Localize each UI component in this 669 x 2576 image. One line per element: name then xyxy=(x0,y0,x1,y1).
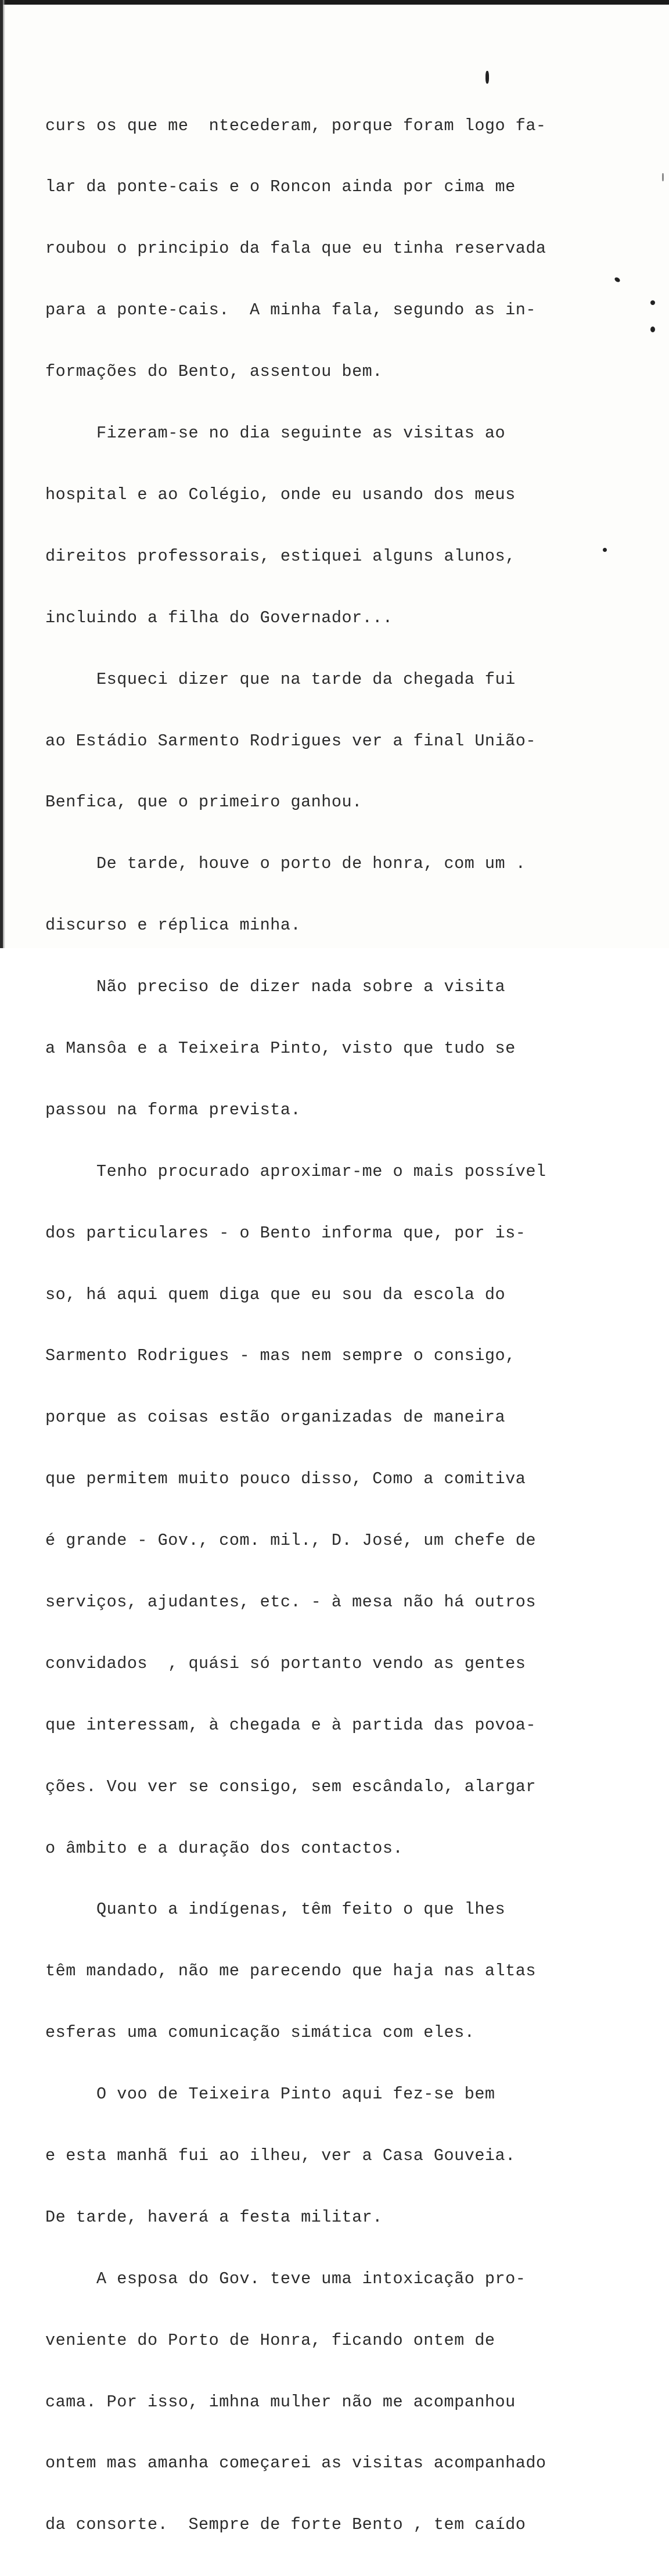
typescript-body xyxy=(45,74,626,2576)
text-line: ções. Vou ver se consigo, sem escândalo, alargar xyxy=(45,1777,536,1796)
text-line: incluindo a filha do Governador... xyxy=(45,608,393,627)
text-line: Quanto a indígenas, têm feito o que lhes xyxy=(45,1900,506,1920)
text-line: que interessam, à chegada e à partida das povoa- xyxy=(45,1715,536,1735)
text-line: A esposa do Gov. teve uma intoxicação pro- xyxy=(45,2269,526,2288)
text-line: lar da ponte-cais e o Roncon ainda por cima me xyxy=(45,177,516,197)
text-line: e esta manhã fui ao ilheu, ver a Casa Gouveia. xyxy=(45,2146,516,2165)
text-line: ao Estádio Sarmento Rodrigues ver a final União- xyxy=(45,731,536,751)
text-line: passou na forma prevista. xyxy=(45,1100,301,1120)
text-line: so, há aqui quem diga que eu sou da escola do xyxy=(45,1285,506,1304)
text-line: Esqueci dizer que na tarde da chegada fui xyxy=(45,669,516,689)
text-line: o âmbito e a duração dos contactos. xyxy=(45,1838,404,1858)
text-line: da consorte. Sempre de forte Bento , tem caído xyxy=(45,2515,526,2535)
text-line: convidados , quási só portanto vendo as gentes xyxy=(45,1653,526,1673)
text-line: porque as coisas estão organizadas de maneira xyxy=(45,1408,506,1427)
text-line: dos particulares - o Bento informa que, por is- xyxy=(45,1223,526,1243)
text-line: formações do Bento, assentou bem. xyxy=(45,362,383,382)
text-line: Não preciso de dizer nada sobre a visita xyxy=(45,977,506,997)
text-line: é grande - Gov., com. mil., D. José, um chefe de xyxy=(45,1531,536,1551)
ink-speck xyxy=(603,548,607,552)
text-line: Tenho procurado aproximar-me o mais possível xyxy=(45,1161,546,1181)
text-line: De tarde, houve o porto de honra, com um . xyxy=(45,854,526,874)
text-line: Benfica, que o primeiro ganhou. xyxy=(45,792,362,812)
text-line: O voo de Teixeira Pinto aqui fez-se bem xyxy=(45,2085,495,2104)
text-line: veniente do Porto de Honra, ficando ontem de xyxy=(45,2330,495,2350)
text-line: Fizeram-se no dia seguinte as visitas ao xyxy=(45,424,506,443)
text-line: roubou o principio da fala que eu tinha reservada xyxy=(45,239,546,259)
text-line: De tarde, haverá a festa militar. xyxy=(45,2207,383,2227)
text-line: discurso e réplica minha. xyxy=(45,916,301,935)
text-line: curs os que me ntecederam, porque foram logo fa- xyxy=(45,116,546,135)
text-line: que permitem muito pouco disso, Como a comitiva xyxy=(45,1469,526,1489)
text-line: serviços, ajudantes, etc. - à mesa não há outros xyxy=(45,1592,536,1612)
text-line: a Mansôa e a Teixeira Pinto, visto que tudo se xyxy=(45,1038,516,1058)
scan-left-shadow xyxy=(3,0,5,948)
text-line: hospital e ao Colégio, onde eu usando dos meus xyxy=(45,485,516,504)
text-line: para a ponte-cais. A minha fala, segundo as in- xyxy=(45,300,536,320)
text-line: Sarmento Rodrigues - mas nem sempre o consigo, xyxy=(45,1346,516,1366)
text-line: direitos professorais, estiquei alguns alunos, xyxy=(45,546,516,566)
ink-speck xyxy=(662,173,664,181)
ink-speck xyxy=(650,327,655,332)
text-line: têm mandado, não me parecendo que haja nas altas xyxy=(45,1961,536,1981)
scan-top-border xyxy=(0,0,669,5)
text-line: esferas uma comunicação simática com eles. xyxy=(45,2023,475,2043)
text-line: ontem mas amanha começarei as visitas acompanhado xyxy=(45,2453,546,2473)
ink-speck xyxy=(650,300,655,305)
ink-speck xyxy=(485,71,489,84)
text-line: cama. Por isso, imhna mulher não me acompanhou xyxy=(45,2392,516,2412)
